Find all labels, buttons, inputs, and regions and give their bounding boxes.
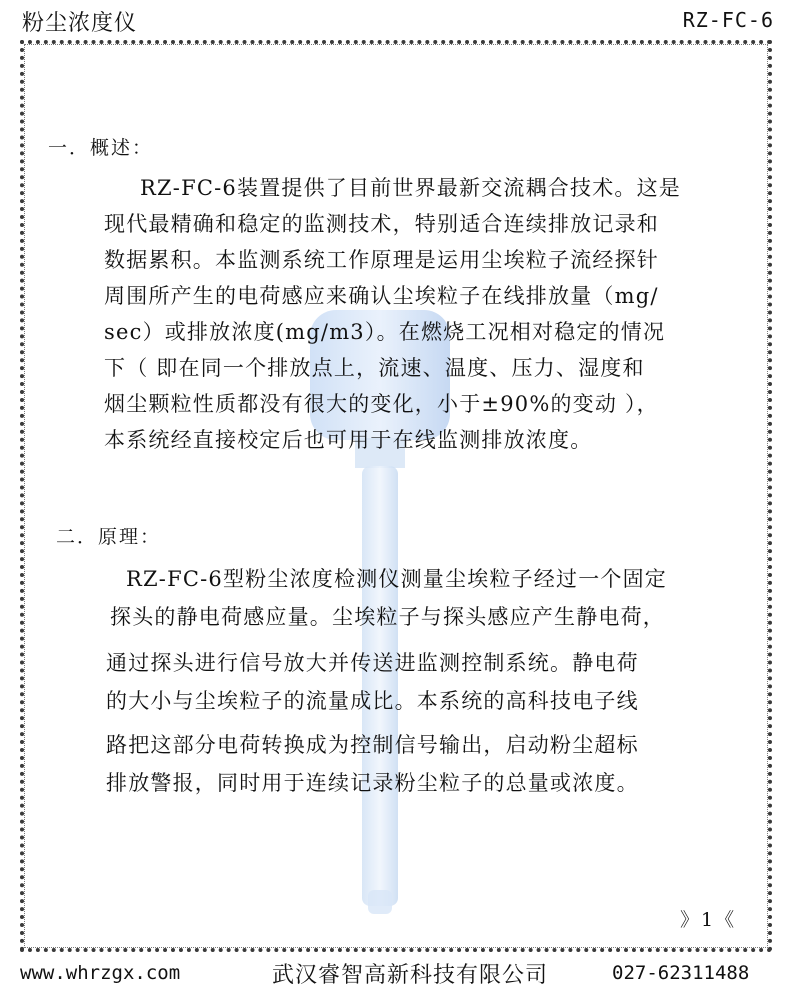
principle-line: 通过探头进行信号放大并传送进监测控制系统。静电荷 <box>106 651 639 675</box>
principle-line: 探头的静电荷感应量。尘埃粒子与探头感应产生静电荷， <box>110 605 665 629</box>
model-number: RZ-FC-6 <box>682 8 774 32</box>
footer-company-name: 武汉睿智高新科技有限公司 <box>272 963 549 988</box>
section-title-principle: 二．原理： <box>56 526 162 548</box>
overview-line: 下（ 即在同一个排放点上，流速、温度、压力、湿度和 <box>104 356 645 380</box>
overview-line: 数据累积。本监测系统工作原理是运用尘埃粒子流经探针 <box>104 248 659 272</box>
principle-line: 排放警报，同时用于连续记录粉尘粒子的总量或浓度。 <box>106 771 639 795</box>
principle-line: 路把这部分电荷转换成为控制信号输出，启动粉尘超标 <box>106 733 639 757</box>
principle-line: 的大小与尘埃粒子的流量成比。本系统的高科技电子线 <box>106 689 639 713</box>
section-title-overview: 一．概述： <box>48 137 154 159</box>
overview-line: 现代最精确和稳定的监测技术，特别适合连续排放记录和 <box>104 212 659 236</box>
document-title: 粉尘浓度仪 <box>22 11 138 36</box>
footer-phone-number: 027-62311488 <box>612 962 750 984</box>
overview-line: sec）或排放浓度(mg/m3）。在燃烧工况相对稳定的情况 <box>104 320 666 344</box>
page-number: 》1《 <box>680 909 737 931</box>
overview-line: 本系统经直接校定后也可用于在线监测排放浓度。 <box>104 428 593 452</box>
footer-website-link[interactable]: www.whrzgx.com <box>20 962 181 984</box>
principle-line: RZ-FC-6型粉尘浓度检测仪测量尘埃粒子经过一个固定 <box>126 567 667 591</box>
overview-line: 周围所产生的电荷感应来确认尘埃粒子在线排放量（mg/ <box>104 284 659 308</box>
overview-line: RZ-FC-6装置提供了目前世界最新交流耦合技术。这是 <box>140 176 681 200</box>
overview-line: 烟尘颗粒性质都没有很大的变化，小于±90%的变动 ）， <box>104 392 659 416</box>
